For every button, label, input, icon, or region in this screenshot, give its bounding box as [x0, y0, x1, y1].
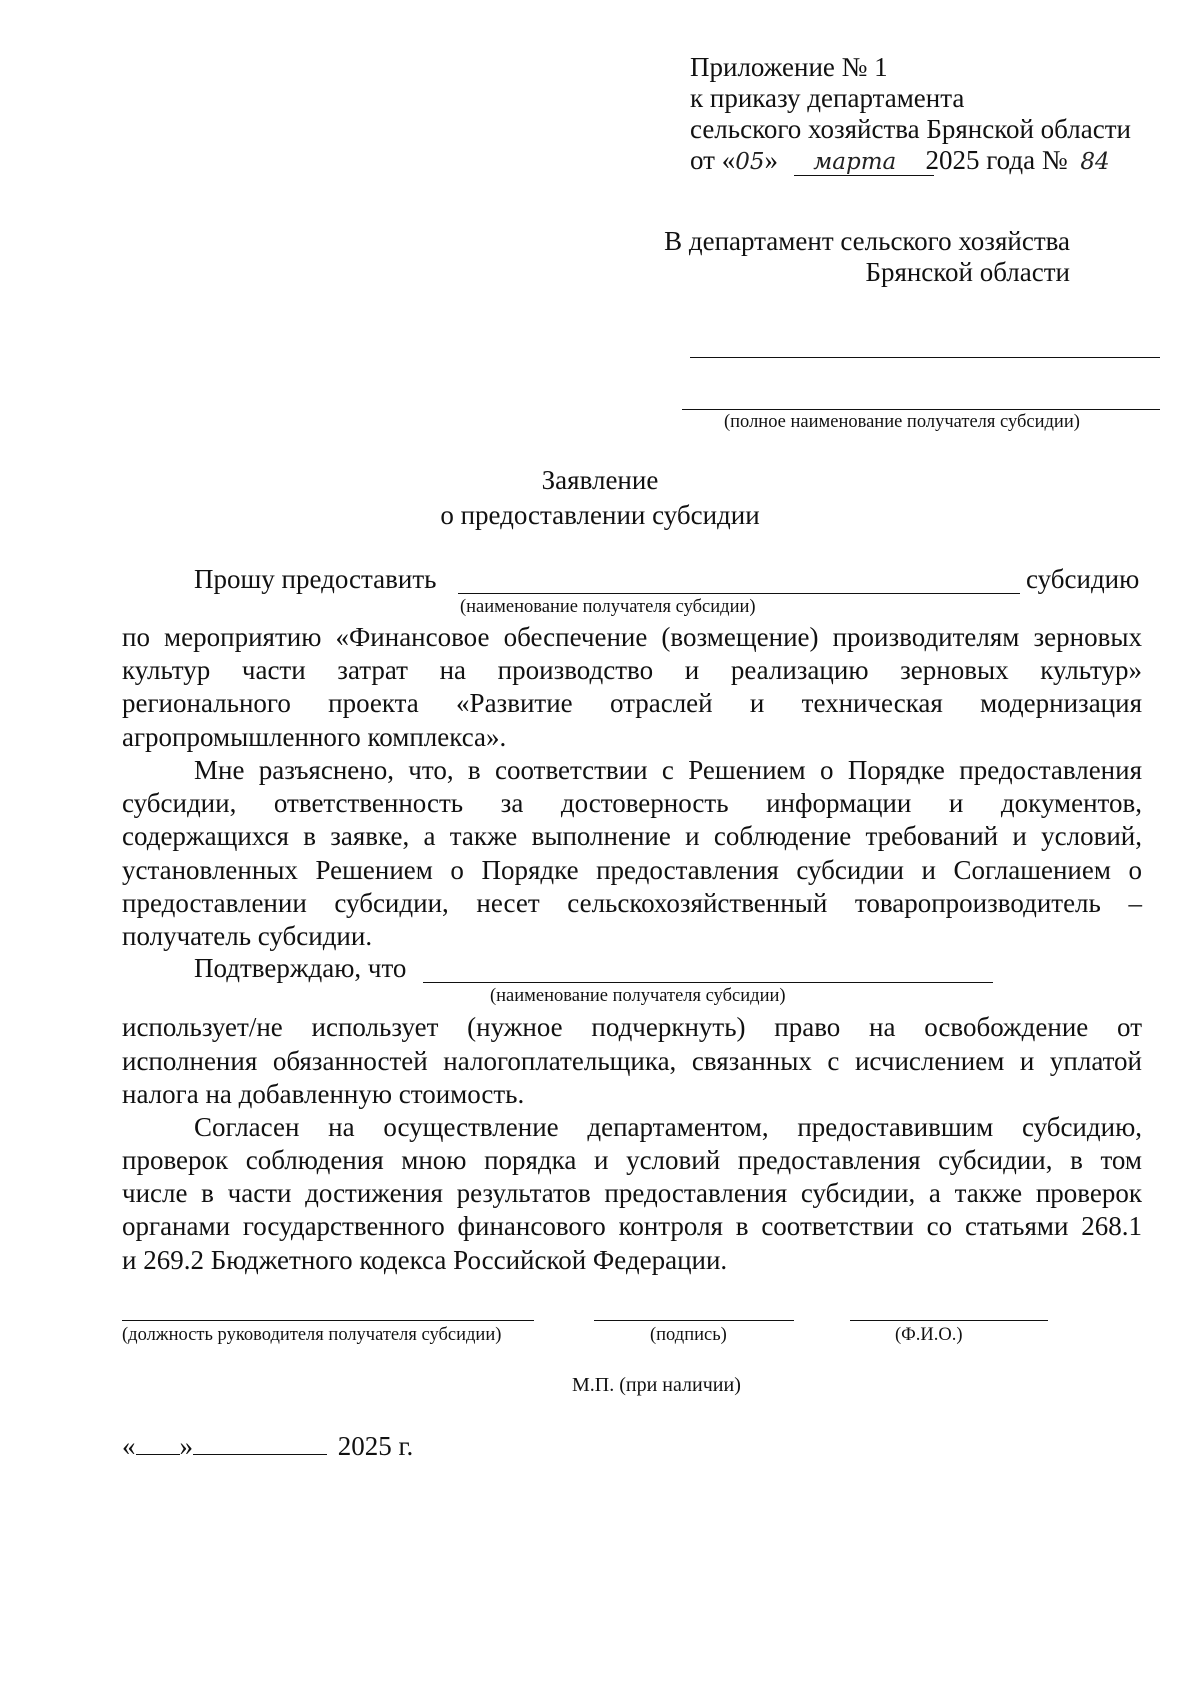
- date-close-quote: »: [179, 1431, 193, 1461]
- annex-date-line: [690, 145, 1131, 176]
- annex-date-mid: »: [764, 145, 778, 175]
- request-suffix: субсидию: [1026, 564, 1140, 594]
- responsibility-line-5: предоставлении субсидии, несет сельскохозяйственный товаропроизводитель –: [122, 888, 1142, 918]
- position-blank: [122, 1320, 534, 1321]
- annex-line-order: к приказу департамента: [690, 83, 965, 113]
- consent-line-5: и 269.2 Бюджетного кодекса Российской Федерации.: [122, 1245, 728, 1275]
- request-caption: (наименование получателя субсидии): [460, 597, 756, 617]
- annex-header: [690, 52, 1131, 176]
- request-line-1: по мероприятию «Финансовое обеспечение (возмещение) производителям зерновых: [122, 622, 1142, 652]
- position-caption: (должность руководителя получателя субсидии): [122, 1325, 502, 1345]
- recipient-blank-line-2: [682, 409, 1160, 410]
- confirm-line-2: исполнения обязанностей налогоплательщика, связанных с исчислением и уплатой: [122, 1046, 1142, 1076]
- responsibility-line-2: субсидии, ответственность за достоверность информации и документов,: [122, 788, 1142, 818]
- consent-line-1: Согласен на осуществление департаментом, предоставившим субсидию,: [194, 1112, 1142, 1142]
- date-month-blank: [193, 1430, 327, 1455]
- recipient-caption: (полное наименование получателя субсидии): [724, 412, 1080, 432]
- confirm-line-1: использует/не использует (нужное подчеркнуть) право на освобождение от: [122, 1012, 1142, 1042]
- name-blank: [850, 1320, 1048, 1321]
- addressee-line-2: Брянской области: [865, 257, 1070, 287]
- responsibility-line-6: получатель субсидии.: [122, 921, 373, 951]
- request-prefix: Прошу предоставить: [194, 564, 437, 594]
- confirm-caption: (наименование получателя субсидии): [490, 986, 786, 1006]
- responsibility-line-4: установленных Решением о Порядке предоставления субсидии и Соглашением о: [122, 855, 1142, 885]
- date-line: [122, 1430, 413, 1462]
- date-day-blank: [136, 1430, 180, 1455]
- annex-date-year: 2025 года №: [925, 145, 1068, 175]
- annex-date-prefix: от «: [690, 145, 736, 175]
- signature-caption: (подпись): [650, 1325, 727, 1345]
- date-open-quote: «: [122, 1431, 136, 1461]
- responsibility-line-1: Мне разъяснено, что, в соответствии с Решением о Порядке предоставления: [194, 755, 1142, 785]
- annex-line-department: сельского хозяйства Брянской области: [690, 114, 1131, 144]
- annex-order-number: 84: [1080, 149, 1110, 175]
- annex-date-day: 05: [735, 149, 765, 175]
- signature-blank: [594, 1320, 794, 1321]
- request-line-3: регионального проекта «Развитие отраслей и техническая модернизация: [122, 688, 1142, 718]
- document-title: Заявление: [541, 465, 659, 495]
- addressee-line-1: В департамент сельского хозяйства: [664, 226, 1070, 256]
- consent-line-2: проверок соблюдения мною порядка и условий предоставления субсидии, в том: [122, 1145, 1142, 1175]
- name-caption: (Ф.И.О.): [895, 1325, 963, 1345]
- request-recipient-blank: [458, 593, 1020, 594]
- annex-title: Приложение № 1: [690, 52, 888, 82]
- date-year: 2025 г.: [337, 1431, 414, 1461]
- stamp-caption: М.П. (при наличии): [572, 1374, 741, 1396]
- confirm-recipient-blank: [423, 982, 993, 983]
- annex-date-month: марта: [813, 149, 897, 175]
- confirm-prefix: Подтверждаю, что: [194, 953, 407, 983]
- addressee: [664, 226, 1070, 288]
- consent-line-4: органами государственного финансового контроля в соответствии со статьями 268.1: [122, 1211, 1142, 1241]
- request-line-4: агропромышленного комплекса».: [122, 722, 507, 752]
- document-subtitle: о предоставлении субсидии: [440, 500, 760, 530]
- recipient-blank-line-1: [690, 357, 1160, 358]
- annex-month-underline: [794, 175, 934, 207]
- consent-line-3: числе в части достижения результатов предоставления субсидии, а также проверок: [122, 1178, 1142, 1208]
- request-line-2: культур части затрат на производство и реализацию зерновых культур»: [122, 655, 1142, 685]
- responsibility-line-3: содержащихся в заявке, а также выполнение и соблюдение требований и условий,: [122, 821, 1142, 851]
- confirm-line-3: налога на добавленную стоимость.: [122, 1079, 525, 1109]
